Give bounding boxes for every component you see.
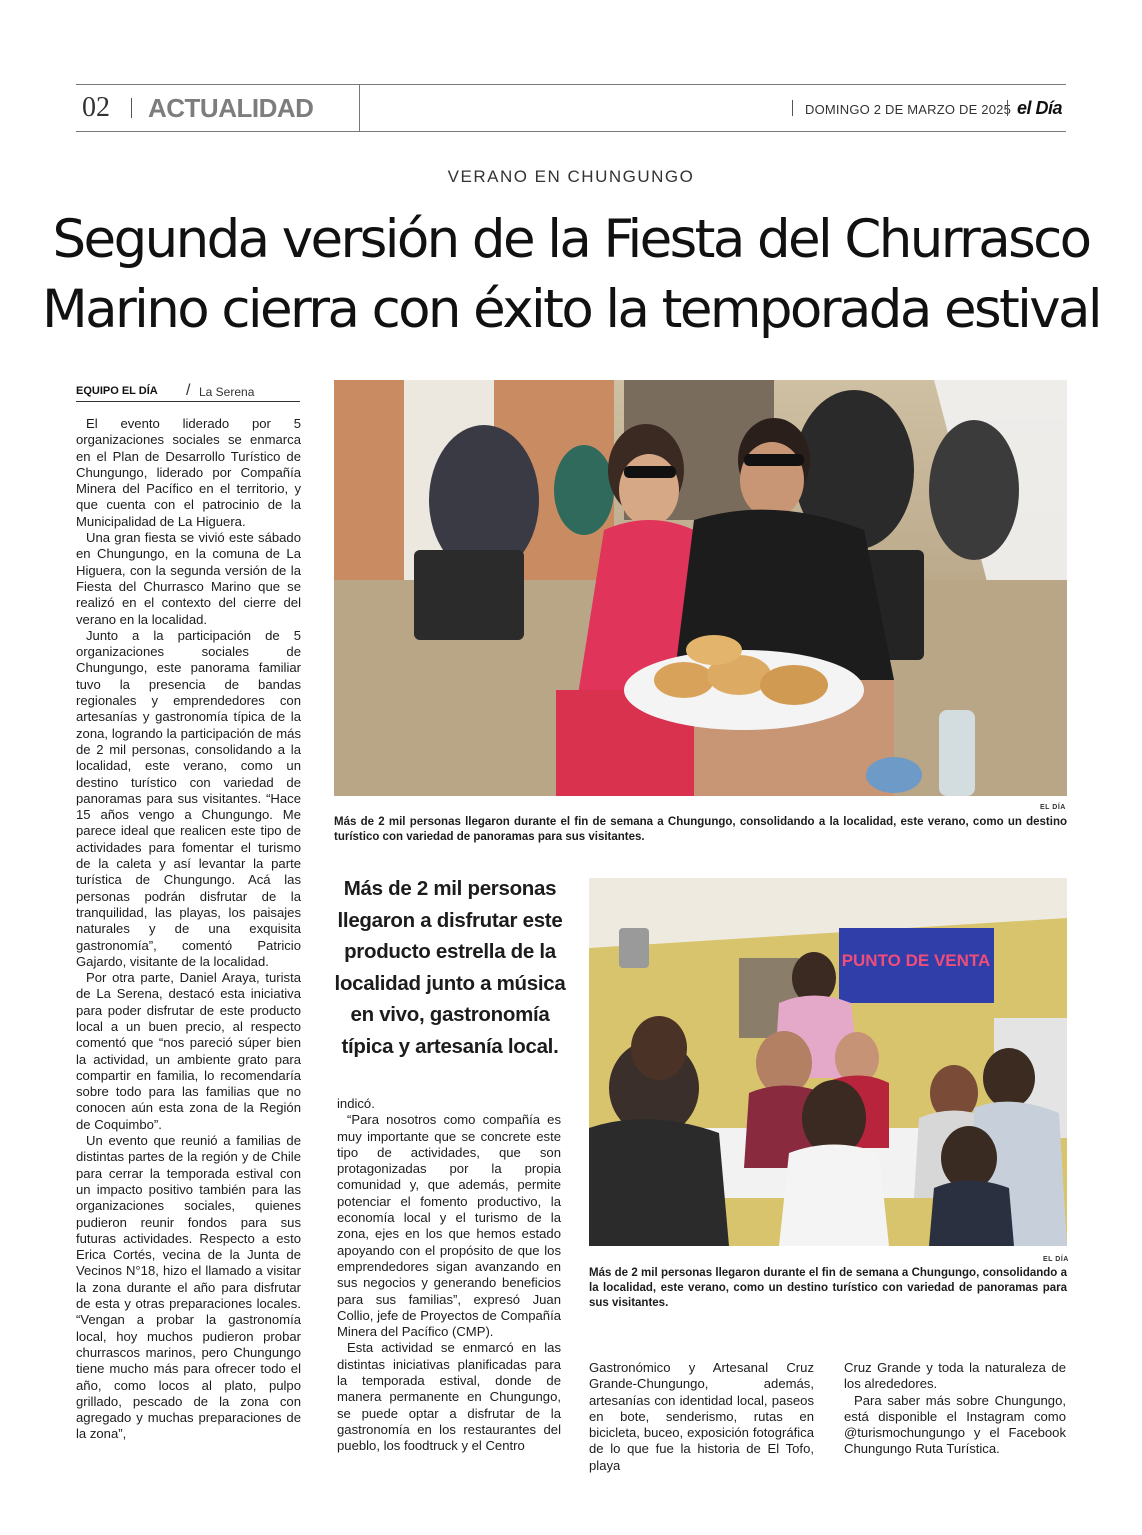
article-column-2 xyxy=(337,1096,561,1455)
paragraph: Esta actividad se enmarcó en las distintas iniciativas planificadas para la temporada estival, donde de manera permanente en Chungungo, se puede optar a disfrutar de la gastronomía en los restaurantes del pueblo, los foodtruck y el Centro xyxy=(337,1340,561,1454)
header-bottom-rule xyxy=(76,131,1066,132)
issue-date: DOMINGO 2 DE MARZO DE 2025 xyxy=(805,102,1012,117)
article-column-4 xyxy=(844,1360,1066,1458)
paragraph: Cruz Grande y toda la naturaleza de los alrededores. xyxy=(844,1360,1066,1392)
header-divider xyxy=(131,98,132,118)
headline-line: Segunda versión de la Fiesta del Churrasco xyxy=(52,209,1090,270)
paragraph: Una gran fiesta se vivió este sábado en Chungungo, en la comuna de La Higuera, con la segunda versión de la Fiesta del Churrasco Marino que se realizó en el contexto del cierre del verano en la localidad. xyxy=(76,530,301,627)
paragraph: El evento liderado por 5 organizaciones sociales se enmarca en el Plan de Desarrollo Turístico de Chungungo, liderado por Compañía Minera del Pacífico en el territorio, y que cuenta con el patrocinio de la Municipalidad de La Higuera. xyxy=(76,416,301,529)
byline-location: La Serena xyxy=(199,385,255,399)
article-headline xyxy=(40,205,1102,345)
paragraph: Un evento que reunió a familias de distintas partes de la región y de Chile para cerrar la temporada estival con un impacto positivo también para las organizaciones sociales, quienes pudieron reunir fondos para sus futuras actividades. Respecto a esto Erica Cortés, vecina de la Junta de Vecinos N°18, hizo el llamado a visitar la zona durante el año para disfrutar de esta y otras preparaciones locales. “Vengan a probar la gastronomía local, hoy muchos pudieron probar churrascos marinos, pero Chungungo tiene mucho más para ofrecer todo el año, como locos al plato, pulpo grillado, pescado de la zona con agregado y muchas preparaciones de la zona”, xyxy=(76,1133,301,1442)
header-divider xyxy=(1007,100,1008,116)
byline-slash: / xyxy=(186,382,191,399)
article-kicker: VERANO EN CHUNGUNGO xyxy=(447,167,695,186)
headline-line: Marino cierra con éxito la temporada estival xyxy=(41,279,1101,340)
header-divider xyxy=(792,100,793,116)
paragraph: indicó. xyxy=(337,1096,375,1111)
pull-quote: Más de 2 mil personas llegaron a disfrutar este producto estrella de la localidad junto a música en vivo, gastronomía típica y artesanía local. xyxy=(334,877,566,1058)
newspaper-logo: el Día xyxy=(1017,98,1063,118)
paragraph: “Para nosotros como compañía es muy importante que se concrete este tipo de actividades, que son protagonizadas por la propia comunidad y, que además, permite potenciar el fomento productivo, la economía local y el turismo de la zona, ejes en los que hemos estado apoyando con el propósito de que los emprendedores sigan avanzando en sus negocios y generando beneficios para sus familias”, expresó Juan Collio, jefe de Proyectos de Compañía Minera del Pacífico (CMP). xyxy=(337,1112,561,1340)
article-column-3 xyxy=(589,1360,814,1474)
photo-illustration xyxy=(589,878,1067,1246)
sales-point-sign: PUNTO DE VENTA xyxy=(841,951,991,970)
page-number: 02 xyxy=(82,92,110,123)
photo-credit: EL DÍA xyxy=(1040,804,1066,811)
paragraph: Junto a la participación de 5 organizaciones sociales de Chungungo, este panorama familiar tuvo la presencia de bandas regionales y emprendedores con artesanías y gastronomía típica de la zona, logrando la participación de más de 2 mil personas, consolidando a la localidad, este verano, como un destino turístico con variedad de panoramas para sus visitantes. “Hace 15 años vengo a Chungungo. Me parece ideal que realicen este tipo de actividades para fomentar el turismo de la caleta y así levantar la parte turística de Chungungo. Acá las personas podrán disfrutar de la tranquilidad, las playas, los paisajes naturales y de una exquisita gastronomía”, comentó Patricio Gajardo, visitante de la localidad. xyxy=(76,627,301,969)
article-column-1 xyxy=(76,416,301,1443)
photo-caption: Más de 2 mil personas llegaron durante el fin de semana a Chungungo, consolidando a la localidad, este verano, como un destino turístico con variedad de panoramas para sus visitantes. xyxy=(589,1267,1067,1309)
photo-illustration xyxy=(334,380,1067,796)
photo-family-sales-point xyxy=(589,878,1067,1246)
paragraph: Para saber más sobre Chungungo, está disponible el Instagram como @turismochungungo y el Facebook Chungungo Ruta Turística. xyxy=(844,1392,1066,1457)
header-box-edge xyxy=(359,84,360,131)
section-title: ACTUALIDAD xyxy=(148,93,314,123)
byline-author: EQUIPO EL DÍA xyxy=(76,385,158,397)
paragraph: Por otra parte, Daniel Araya, turista de La Serena, destacó esta iniciativa para poder disfrutar de este producto local a un buen precio, al respecto comentó que “nos pareció súper bien la actividad, un ambiente grato para compartir en familia, lo recomendaría sobre todo para las familias que no conocen aún esta zona de la Región de Coquimbo”. xyxy=(76,970,301,1132)
photo-credit: EL DÍA xyxy=(1043,1256,1069,1263)
header-top-rule xyxy=(76,84,1066,85)
paragraph: Gastronómico y Artesanal Cruz Grande-Chungungo, además, artesanías con identidad local, paseos en bote, senderismo, rutas en bicicleta, buceo, exposición fotográfica de lo que fue la historia de El Tofo, playa xyxy=(589,1360,814,1473)
photo-couple-churrascos xyxy=(334,380,1067,796)
photo-caption: Más de 2 mil personas llegaron durante el fin de semana a Chungungo, consolidando a la localidad, este verano, como un destino turístico con variedad de panoramas para sus visitantes. xyxy=(334,816,1067,843)
